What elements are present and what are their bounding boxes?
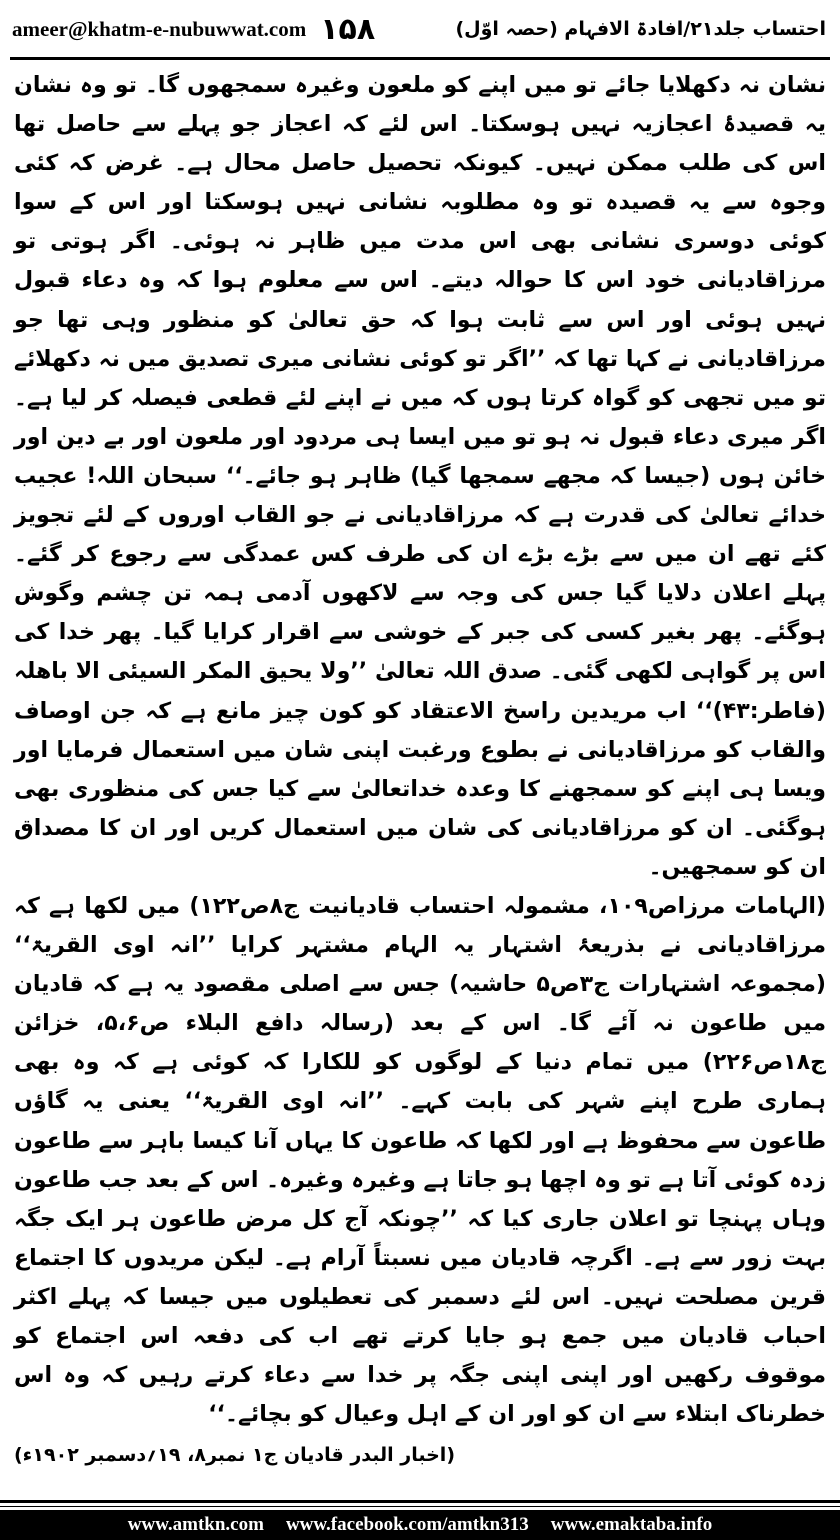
citation: (اخبار البدر قادیان ج۱ نمبر۸، ۱۹؍دسمبر ۱۹۰۲ء): [14, 1444, 456, 1467]
footer-link-amtkn[interactable]: www.amtkn.com: [127, 1514, 264, 1535]
header-email: ameer@khatm-e-nubuwwat.com: [12, 16, 307, 41]
header-rule: [10, 57, 830, 60]
footer-rule: [0, 1500, 840, 1503]
header-left: [12, 12, 375, 47]
footer-rule-thin: [0, 1506, 840, 1507]
book-title: احتساب جلد۲۱/افادۃ الافہام (حصہ اوّل): [455, 18, 826, 40]
page-body: [14, 66, 826, 1475]
body-paragraph-2: (الہامات مرزاص۱۰۹، مشمولہ احتساب قادیانیت ج۸ص۱۲۲) میں لکھا ہے کہ مرزاقادیانی نے بذریعۂ اشتہار یہ الہام مشتہر کرایا ’’انہ اوی القریۃ‘‘ (مجموعہ اشتہارات ج۳ص۵ حاشیہ) جس سے اصلی مقصود یہ ہے کہ قادیان میں طاعون نہ آئے گا۔ اس کے بعد (رسالہ دافع البلاء ص۵،۶، خزائن ج۱۸ص۲۲۶) میں تمام دنیا کے لوگوں کو للکارا کہ کوئی ہے کہ وہ بھی ہماری طرح اپنے شہر کی بابت کہے۔ ’’انہ اوی القریۃ‘‘ یعنی یہ گاؤں طاعون سے محفوظ ہے اور لکھا کہ طاعون کا یہاں آنا کیسا باہر سے طاعون زدہ کوئی آتا ہے تو وہ اچھا ہو جاتا ہے وغیرہ وغیرہ۔ اس کے بعد جب طاعون وہاں پہنچا تو اعلان جاری کیا کہ ’’چونکہ آج کل مرض طاعون ہر ایک جگہ بہت زور سے ہے۔ اگرچہ قادیان میں نسبتاً آرام ہے۔ لیکن مریدوں کا اجتماع قرین مصلحت نہیں۔ اس لئے دسمبر کی تعطیلوں میں جیسا کہ پہلے اکثر احباب قادیان میں جمع ہو جایا کرتے تھے اب کی دفعہ اس اجتماع کو موقوف رکھیں اور اپنی اپنی جگہ پر خدا سے دعاء کرتے رہیں کہ وہ اس خطرناک ابتلاء سے ان کو اور ان کے اہل وعیال کو بچائے۔‘‘: [14, 892, 827, 1428]
page-header: [12, 4, 826, 54]
page-number: ۱۵۸: [320, 11, 376, 47]
page-footer: [0, 1510, 840, 1540]
body-paragraph-1: نشان نہ دکھلایا جائے تو میں اپنے کو ملعون وغیرہ سمجھوں گا۔ تو وہ نشان یہ قصیدۂ اعجازیہ نہیں ہوسکتا۔ اس لئے کہ اعجاز جو پہلے سے حاصل تھا اس کی طلب ممکن نہیں۔ کیونکہ تحصیل حاصل محال ہے۔ غرض کہ کئی وجوہ سے یہ قصیدہ تو وہ مطلوبہ نشانی نہیں ہوسکتا اور اس کے سوا کوئی دوسری نشانی بھی اس مدت میں ظاہر نہ ہوئی۔ اگر ہوتی تو مرزاقادیانی خود اس کا حوالہ دیتے۔ اس سے معلوم ہوا کہ وہ دعاء قبول نہیں ہوئی اور اس سے ثابت ہوا کہ حق تعالیٰ کو منظور وہی تھا جو مرزاقادیانی نے کہا تھا کہ ’’اگر تو کوئی نشانی میری تصدیق میں نہ دکھلائے تو میں تجھی کو گواہ کرتا ہوں کہ میں نے اپنے لئے قطعی فیصلہ کر لیا ہے۔ اگر میری دعاء قبول نہ ہو تو میں ایسا ہی مردود اور ملعون اور بے دین اور خائن ہوں (جیسا کہ مجھے سمجھا گیا) ظاہر ہو جائے۔‘‘ سبحان اللہ! عجیب خدائے تعالیٰ کی قدرت ہے کہ مرزاقادیانی نے جو القاب اوروں کے لئے تجویز کئے تھے ان میں سے بڑے بڑے ان کی طرف کس عمدگی سے رجوع کر گئے۔ پہلے اعلان دلایا گیا جس کی وجہ سے لاکھوں آدمی ہمہ تن چشم وگوش ہوگئے۔ پھر بغیر کسی کی جبر کے خوشی سے اقرار کرایا گیا۔ پھر خدا کی اس پر گواہی لکھی گئی۔ صدق اللہ تعالیٰ ’’ولا یحیق المکر السیئی الا باھلہ (فاطر:۴۳)‘‘ اب مریدین راسخ الاعتقاد کو کون چیز مانع ہے کہ جن اوصاف والقاب کو مرزاقادیانی نے بطوع ورغبت اپنی شان میں استعمال فرمایا اور ویسا ہی اپنے کو سمجھنے کا وعدہ خداتعالیٰ سے کیا جس کی منظوری بھی ہوگئی۔ ان کو مرزاقادیانی کی شان میں استعمال کریں اور ان کا مصداق ان کو سمجھیں۔: [14, 72, 826, 880]
footer-link-emaktaba[interactable]: www.emaktaba.info: [550, 1514, 713, 1535]
citation-row: [14, 1436, 826, 1475]
footer-link-facebook[interactable]: www.facebook.com/amtkn313: [285, 1514, 529, 1535]
